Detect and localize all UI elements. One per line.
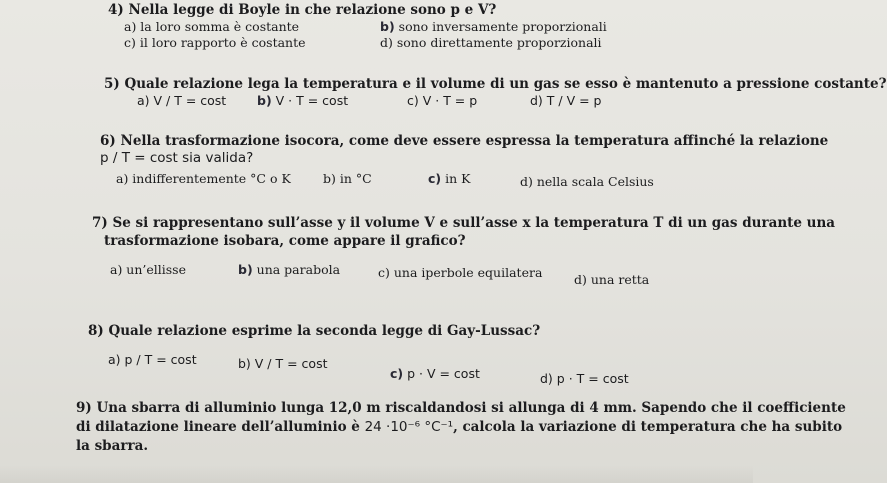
question-9-line-2: di dilatazione lineare dell’alluminio è 24 ·10⁻⁶ °C⁻¹, calcola la variazione di temperatura che ha subito — [76, 419, 843, 435]
question-9-line-1: 9) Una sbarra di alluminio lunga 12,0 m riscaldandosi si allunga di 4 mm. Sapendo che il coefficiente — [76, 400, 846, 416]
question-5: 5) Quale relazione lega la temperatura e il volume di un gas se esso è mantenuto a pressione costante? — [104, 76, 887, 92]
q6-option-d: d) nella scala Celsius — [520, 174, 654, 189]
question-9-line-3: la sbarra. — [76, 438, 149, 454]
q7-option-b: b) una parabola — [238, 262, 341, 277]
answer-cross-mark: c) — [428, 171, 442, 186]
q5-option-b: b) V · T = cost — [257, 93, 349, 108]
page-shadow — [0, 465, 753, 483]
q4-option-b: b) sono inversamente proporzionali — [380, 19, 607, 34]
question-6-line-1: 6) Nella trasformazione isocora, come deve essere espressa la temperatura affinché la relazione — [100, 133, 829, 149]
question-6-line-2: p / T = cost sia valida? — [100, 150, 254, 166]
q8-option-b: b) V / T = cost — [238, 356, 328, 371]
q8-option-c: c) p · V = cost — [390, 366, 480, 381]
q7-option-c: c) una iperbole equilatera — [378, 265, 543, 280]
q6-option-b: b) in °C — [323, 171, 372, 186]
answer-cross-mark: b) — [257, 93, 272, 108]
question-8: 8) Quale relazione esprime la seconda legge di Gay-Lussac? — [88, 323, 541, 339]
question-7-line-1: 7) Se si rappresentano sull’asse y il volume V e sull’asse x la temperatura T di un gas durante una — [92, 215, 836, 231]
q7-option-d: d) una retta — [574, 272, 650, 287]
q8-option-d: d) p · T = cost — [540, 371, 629, 386]
q6-option-c: c) in K — [428, 171, 471, 186]
q7-option-a: a) un’ellisse — [110, 262, 186, 277]
answer-cross-mark: b) — [238, 262, 253, 277]
q4-option-c: c) il loro rapporto è costante — [124, 35, 306, 50]
answer-cross-mark: b) — [380, 19, 395, 34]
q6-option-a: a) indifferentemente °C o K — [116, 171, 291, 186]
q5-option-c: c) V · T = p — [407, 93, 478, 108]
answer-cross-mark: c) — [390, 366, 404, 381]
q5-option-d: d) T / V = p — [530, 93, 602, 108]
q4-option-d: d) sono direttamente proporzionali — [380, 35, 602, 50]
question-7-line-2: trasformazione isobara, come appare il grafico? — [104, 233, 466, 249]
question-4: 4) Nella legge di Boyle in che relazione sono p e V? — [108, 2, 497, 18]
q8-option-a: a) p / T = cost — [108, 352, 197, 367]
q4-option-a: a) la loro somma è costante — [124, 19, 300, 34]
q5-option-a: a) V / T = cost — [137, 93, 227, 108]
